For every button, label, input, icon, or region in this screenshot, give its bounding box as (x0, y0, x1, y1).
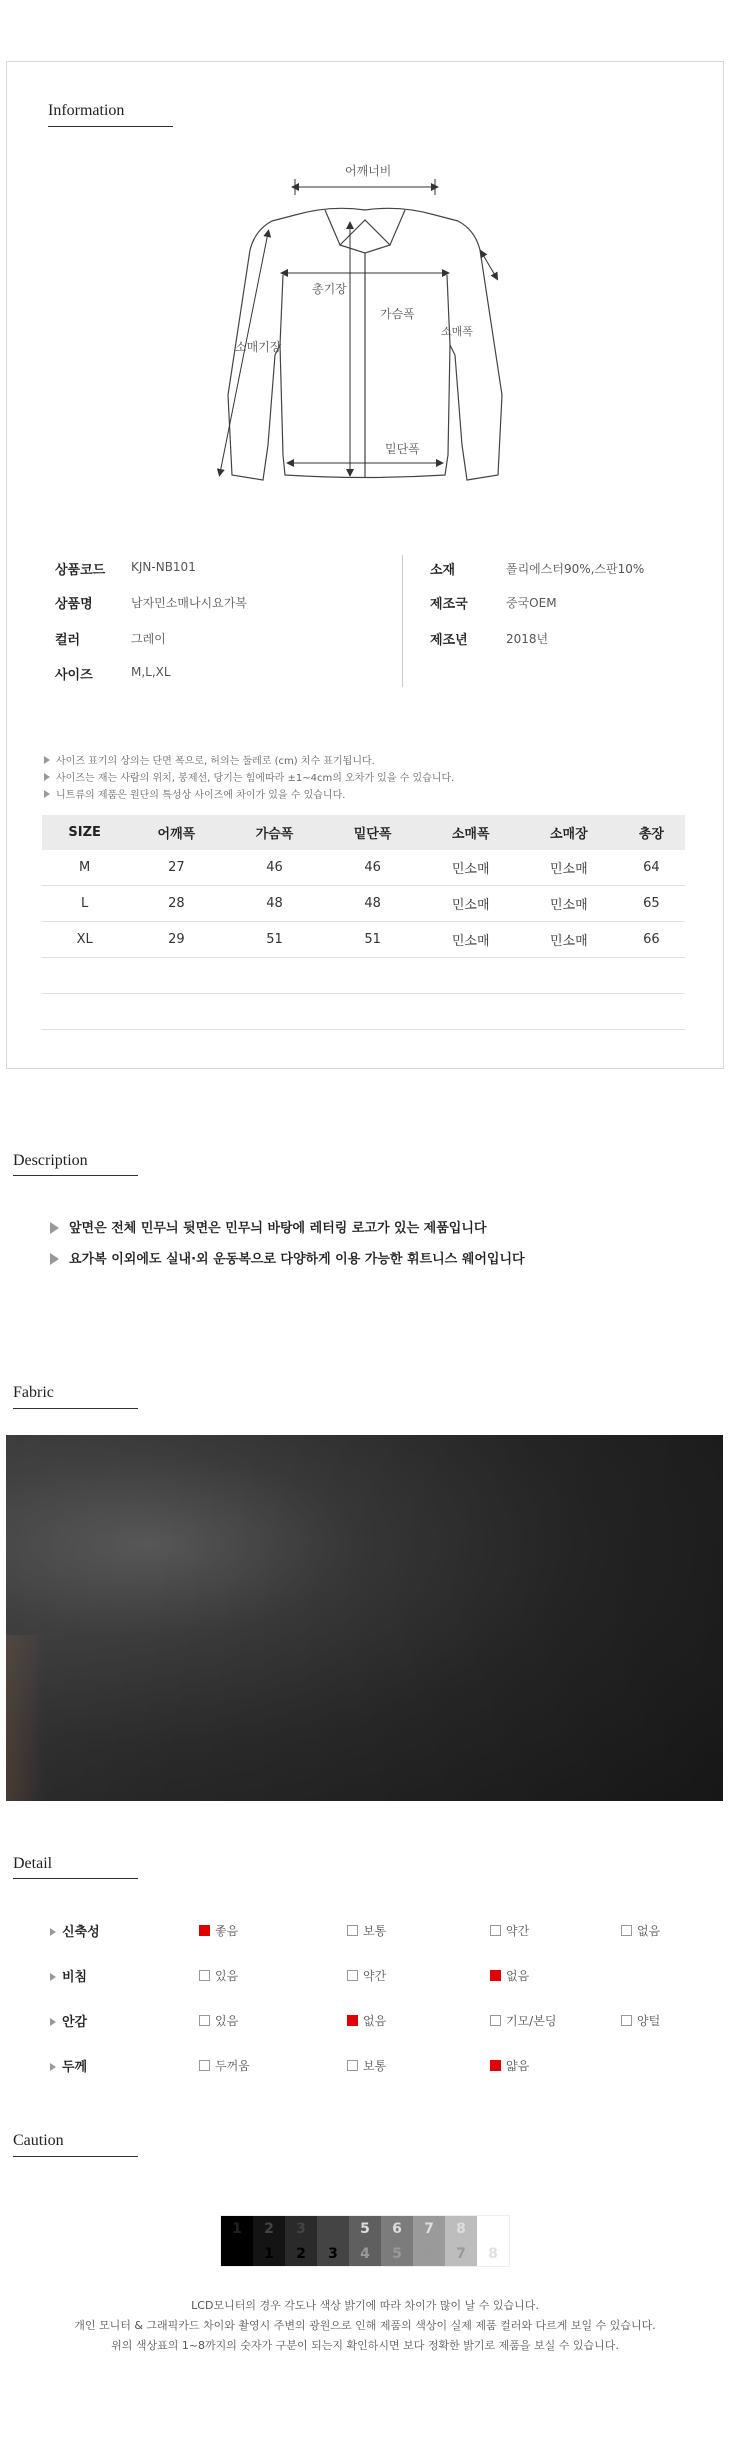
label-shoulder: 어깨너비 (342, 162, 394, 179)
bullet-triangle-icon (50, 2063, 56, 2071)
checkbox (621, 2015, 632, 2026)
swatch-top-number: 3 (285, 2216, 317, 2241)
color-swatch (349, 2216, 381, 2266)
checkbox (621, 1925, 632, 1936)
option-thickness-thin: 얇음 (490, 2057, 529, 2074)
product-name-label: 상품명 (55, 597, 93, 612)
origin-label: 제조국 (430, 597, 468, 612)
table-row (42, 886, 685, 922)
table-cell: 민소매 (422, 850, 520, 886)
header-total-length: 총장 (618, 815, 685, 850)
size-note-2: 사이즈는 재는 사람의 위치, 봉제선, 당기는 힘에따라 ±1~4cm의 오차가 있을 수 있습니다. (44, 769, 454, 784)
table-row (42, 922, 685, 958)
table-cell: 민소매 (520, 922, 618, 958)
table-cell: 48 (225, 886, 323, 922)
color-label: 컬러 (55, 633, 81, 648)
detail-label-sheerness: 비침 (50, 1966, 87, 1985)
brightness-color-chart (220, 2215, 510, 2267)
bullet-triangle-icon (44, 790, 50, 798)
checkbox-checked (199, 1925, 210, 1936)
size-table (42, 815, 685, 1030)
checkbox (199, 1970, 210, 1981)
color-swatch (253, 2216, 285, 2266)
table-cell: 48 (324, 886, 422, 922)
table-cell: 민소매 (520, 850, 618, 886)
table-cell: 64 (618, 850, 685, 886)
swatch-bottom-number: 8 (477, 2241, 509, 2266)
product-info-divider (402, 555, 403, 687)
size-note-3: 니트류의 제품은 원단의 특성상 사이즈에 차이가 있을 수 있습니다. (44, 786, 345, 801)
product-code-label: 상품코드 (55, 563, 106, 578)
option-thickness-thick: 두꺼움 (199, 2057, 250, 2074)
table-cell: 민소매 (422, 922, 520, 958)
swatch-top-number (477, 2216, 509, 2241)
material-value: 폴리에스터90%,스판10% (506, 562, 645, 576)
detail-title: Detail (13, 1855, 53, 1872)
manufacture-year-label: 제조년 (430, 633, 468, 648)
bullet-triangle-icon (44, 756, 50, 764)
bullet-triangle-icon (50, 2018, 56, 2026)
label-sleeve-length: 소매기장 (235, 340, 282, 354)
header-hem: 밑단폭 (324, 815, 422, 850)
table-cell: M (42, 850, 127, 886)
swatch-bottom-number: 5 (381, 2241, 413, 2266)
swatch-top-number: 4 (317, 2216, 349, 2241)
detail-label-elasticity: 신축성 (50, 1921, 100, 1940)
color-swatch (221, 2216, 253, 2266)
checkbox-checked (347, 2015, 358, 2026)
option-lining-fleece: 기모/본딩 (490, 2012, 556, 2029)
swatch-top-number: 7 (413, 2216, 445, 2241)
information-title: Information (48, 102, 125, 119)
checkbox (490, 2015, 501, 2026)
checkbox (490, 1925, 501, 1936)
label-hem: 밑단폭 (385, 442, 420, 456)
detail-label-thickness: 두께 (50, 2056, 87, 2075)
table-cell: 민소매 (422, 886, 520, 922)
checkbox-checked (490, 1970, 501, 1981)
description-item-1: 앞면은 전체 민무늬 뒷면은 민무늬 바탕에 레터링 로고가 있는 제품입니다 (50, 1217, 486, 1236)
swatch-top-number: 8 (445, 2216, 477, 2241)
swatch-top-number: 5 (349, 2216, 381, 2241)
table-cell: 27 (127, 850, 225, 886)
material-label: 소재 (430, 563, 456, 578)
swatch-bottom-number: 2 (285, 2241, 317, 2266)
product-code-value: KJN-NB101 (131, 560, 196, 574)
swatch-top-number: 2 (253, 2216, 285, 2241)
product-name-value: 남자민소매나시요가복 (131, 596, 247, 610)
caution-title: Caution (13, 2132, 64, 2149)
table-cell: 46 (225, 850, 323, 886)
swatch-bottom-number: 7 (445, 2241, 477, 2266)
table-cell: 민소매 (520, 886, 618, 922)
swatch-bottom-number: 3 (317, 2241, 349, 2266)
label-sleeve-width: 소매폭 (441, 325, 473, 338)
table-cell: 51 (225, 922, 323, 958)
fabric-title: Fabric (13, 1384, 54, 1401)
checkbox (347, 2060, 358, 2071)
manufacture-year-value: 2018년 (506, 632, 549, 646)
shirt-size-diagram (200, 155, 530, 495)
header-sleeve-length: 소매장 (520, 815, 618, 850)
swatch-top-number: 1 (221, 2216, 253, 2241)
caution-line-1: LCD모니터의 경우 각도나 색상 밝기에 따라 차이가 많이 날 수 있습니다. (191, 2299, 539, 2312)
information-title-underline (48, 126, 173, 127)
fabric-title-underline (13, 1408, 138, 1409)
bullet-triangle-icon (44, 773, 50, 781)
table-cell: 65 (618, 886, 685, 922)
size-label: 사이즈 (55, 668, 93, 683)
option-lining-wool: 양털 (621, 2012, 660, 2029)
fabric-photo (6, 1435, 723, 1801)
swatch-bottom-number: 4 (349, 2241, 381, 2266)
swatch-bottom-number (221, 2241, 253, 2266)
bullet-triangle-icon (50, 1253, 59, 1265)
size-value: M,L,XL (131, 665, 171, 679)
bullet-triangle-icon (50, 1222, 59, 1234)
option-elasticity-slight: 약간 (490, 1922, 529, 1939)
table-cell: 51 (324, 922, 422, 958)
detail-label-lining: 안감 (50, 2011, 87, 2030)
description-title-underline (13, 1175, 138, 1176)
swatch-bottom-number: 6 (413, 2241, 445, 2266)
caution-line-3: 위의 색상표의 1~8까지의 숫자가 구분이 되는지 확인하시면 보다 정확한 밝기로 제품을 보실 수 있습니다. (111, 2339, 619, 2352)
option-sheer-none: 없음 (490, 1967, 529, 1984)
size-note-1: 사이즈 표기의 상의는 단면 폭으로, 허의는 둘레로 (cm) 치수 표기됩니다. (44, 752, 375, 767)
table-row-empty (42, 994, 685, 1030)
header-size: SIZE (42, 815, 127, 850)
table-cell: XL (42, 922, 127, 958)
caution-title-underline (13, 2156, 138, 2157)
option-lining-none: 없음 (347, 2012, 386, 2029)
option-sheer-yes: 있음 (199, 1967, 238, 1984)
header-shoulder: 어깨폭 (127, 815, 225, 850)
table-cell: 66 (618, 922, 685, 958)
color-swatch (413, 2216, 445, 2266)
option-sheer-slight: 약간 (347, 1967, 386, 1984)
bullet-triangle-icon (50, 1928, 56, 1936)
checkbox (347, 1925, 358, 1936)
color-swatch (285, 2216, 317, 2266)
checkbox (199, 2015, 210, 2026)
table-cell: 46 (324, 850, 422, 886)
color-swatch (445, 2216, 477, 2266)
header-chest: 가슴폭 (225, 815, 323, 850)
description-title: Description (13, 1152, 88, 1169)
caution-line-2: 개인 모니터 & 그래픽카드 차이와 촬영시 주변의 광원으로 인해 제품의 색상이 실제 제품 컬러와 다르게 보일 수 있습니다. (74, 2319, 656, 2332)
checkbox (199, 2060, 210, 2071)
bullet-triangle-icon (50, 1973, 56, 1981)
label-length: 총기장 (312, 282, 347, 296)
option-lining-yes: 있음 (199, 2012, 238, 2029)
table-row (42, 850, 685, 886)
origin-value: 중국OEM (506, 596, 557, 610)
color-value: 그레이 (131, 632, 166, 646)
detail-title-underline (13, 1878, 138, 1879)
description-item-2: 요가복 이외에도 실내·외 운동복으로 다양하게 이용 가능한 휘트니스 웨어입니다 (50, 1248, 525, 1267)
option-thickness-normal: 보통 (347, 2057, 386, 2074)
color-swatch (317, 2216, 349, 2266)
swatch-top-number: 6 (381, 2216, 413, 2241)
label-chest: 가슴폭 (380, 307, 415, 321)
header-sleeve-width: 소매폭 (422, 815, 520, 850)
color-swatch (381, 2216, 413, 2266)
size-table-header (42, 815, 685, 850)
swatch-bottom-number: 1 (253, 2241, 285, 2266)
table-cell: 28 (127, 886, 225, 922)
option-elasticity-good: 좋음 (199, 1922, 238, 1939)
table-row-empty (42, 958, 685, 994)
color-swatch (477, 2216, 509, 2266)
checkbox-checked (490, 2060, 501, 2071)
table-cell: 29 (127, 922, 225, 958)
option-elasticity-none: 없음 (621, 1922, 660, 1939)
table-cell: L (42, 886, 127, 922)
option-elasticity-normal: 보통 (347, 1922, 386, 1939)
checkbox (347, 1970, 358, 1981)
